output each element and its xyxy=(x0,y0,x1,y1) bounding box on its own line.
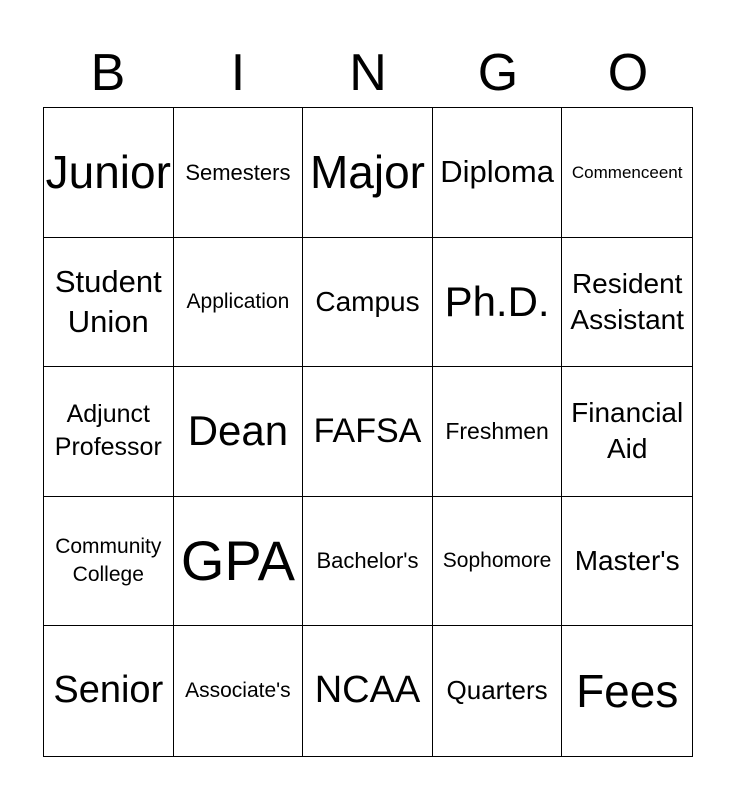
header-letter-i: I xyxy=(230,44,246,102)
bingo-cell[interactable]: Fees xyxy=(576,664,679,717)
header-letter-n: N xyxy=(349,44,387,102)
bingo-cell[interactable]: Ph.D. xyxy=(433,238,563,368)
bingo-cell[interactable]: Sophomore xyxy=(433,497,563,627)
bingo-cell[interactable]: Adjunct Professor xyxy=(44,367,174,497)
bingo-cell[interactable]: Associate's xyxy=(174,626,304,756)
bingo-cell[interactable]: NCAA xyxy=(303,626,433,756)
bingo-cell[interactable]: Community College xyxy=(44,497,174,627)
bingo-board xyxy=(43,107,693,757)
bingo-cell[interactable]: Master's xyxy=(562,497,692,627)
bingo-cell[interactable]: Diploma xyxy=(433,108,563,238)
bingo-cell[interactable]: Quarters xyxy=(433,626,563,756)
bingo-cell[interactable]: Financial Aid xyxy=(562,367,692,497)
bingo-cell[interactable]: Dean xyxy=(174,367,304,497)
bingo-cell[interactable]: Semesters xyxy=(174,108,304,238)
bingo-cell[interactable]: FAFSA xyxy=(303,367,433,497)
bingo-cell[interactable]: Senior xyxy=(44,626,174,756)
bingo-cell[interactable]: Freshmen xyxy=(433,367,563,497)
bingo-cell[interactable]: Bachelor's xyxy=(303,497,433,627)
bingo-cell[interactable]: Junior xyxy=(44,108,174,238)
bingo-cell[interactable]: Resident Assistant xyxy=(562,238,692,368)
bingo-cell[interactable]: Commenceent xyxy=(562,108,692,238)
bingo-cell[interactable]: Application xyxy=(174,238,304,368)
header-letter-g: G xyxy=(477,44,519,102)
bingo-cell[interactable]: Major xyxy=(303,108,433,238)
bingo-cell[interactable]: Student Union xyxy=(44,238,174,368)
bingo-cell[interactable]: GPA xyxy=(174,497,304,627)
header-letter-o: O xyxy=(607,44,649,102)
bingo-header xyxy=(43,40,693,106)
header-letter-b: B xyxy=(90,44,126,102)
bingo-cell[interactable]: Campus xyxy=(303,238,433,368)
